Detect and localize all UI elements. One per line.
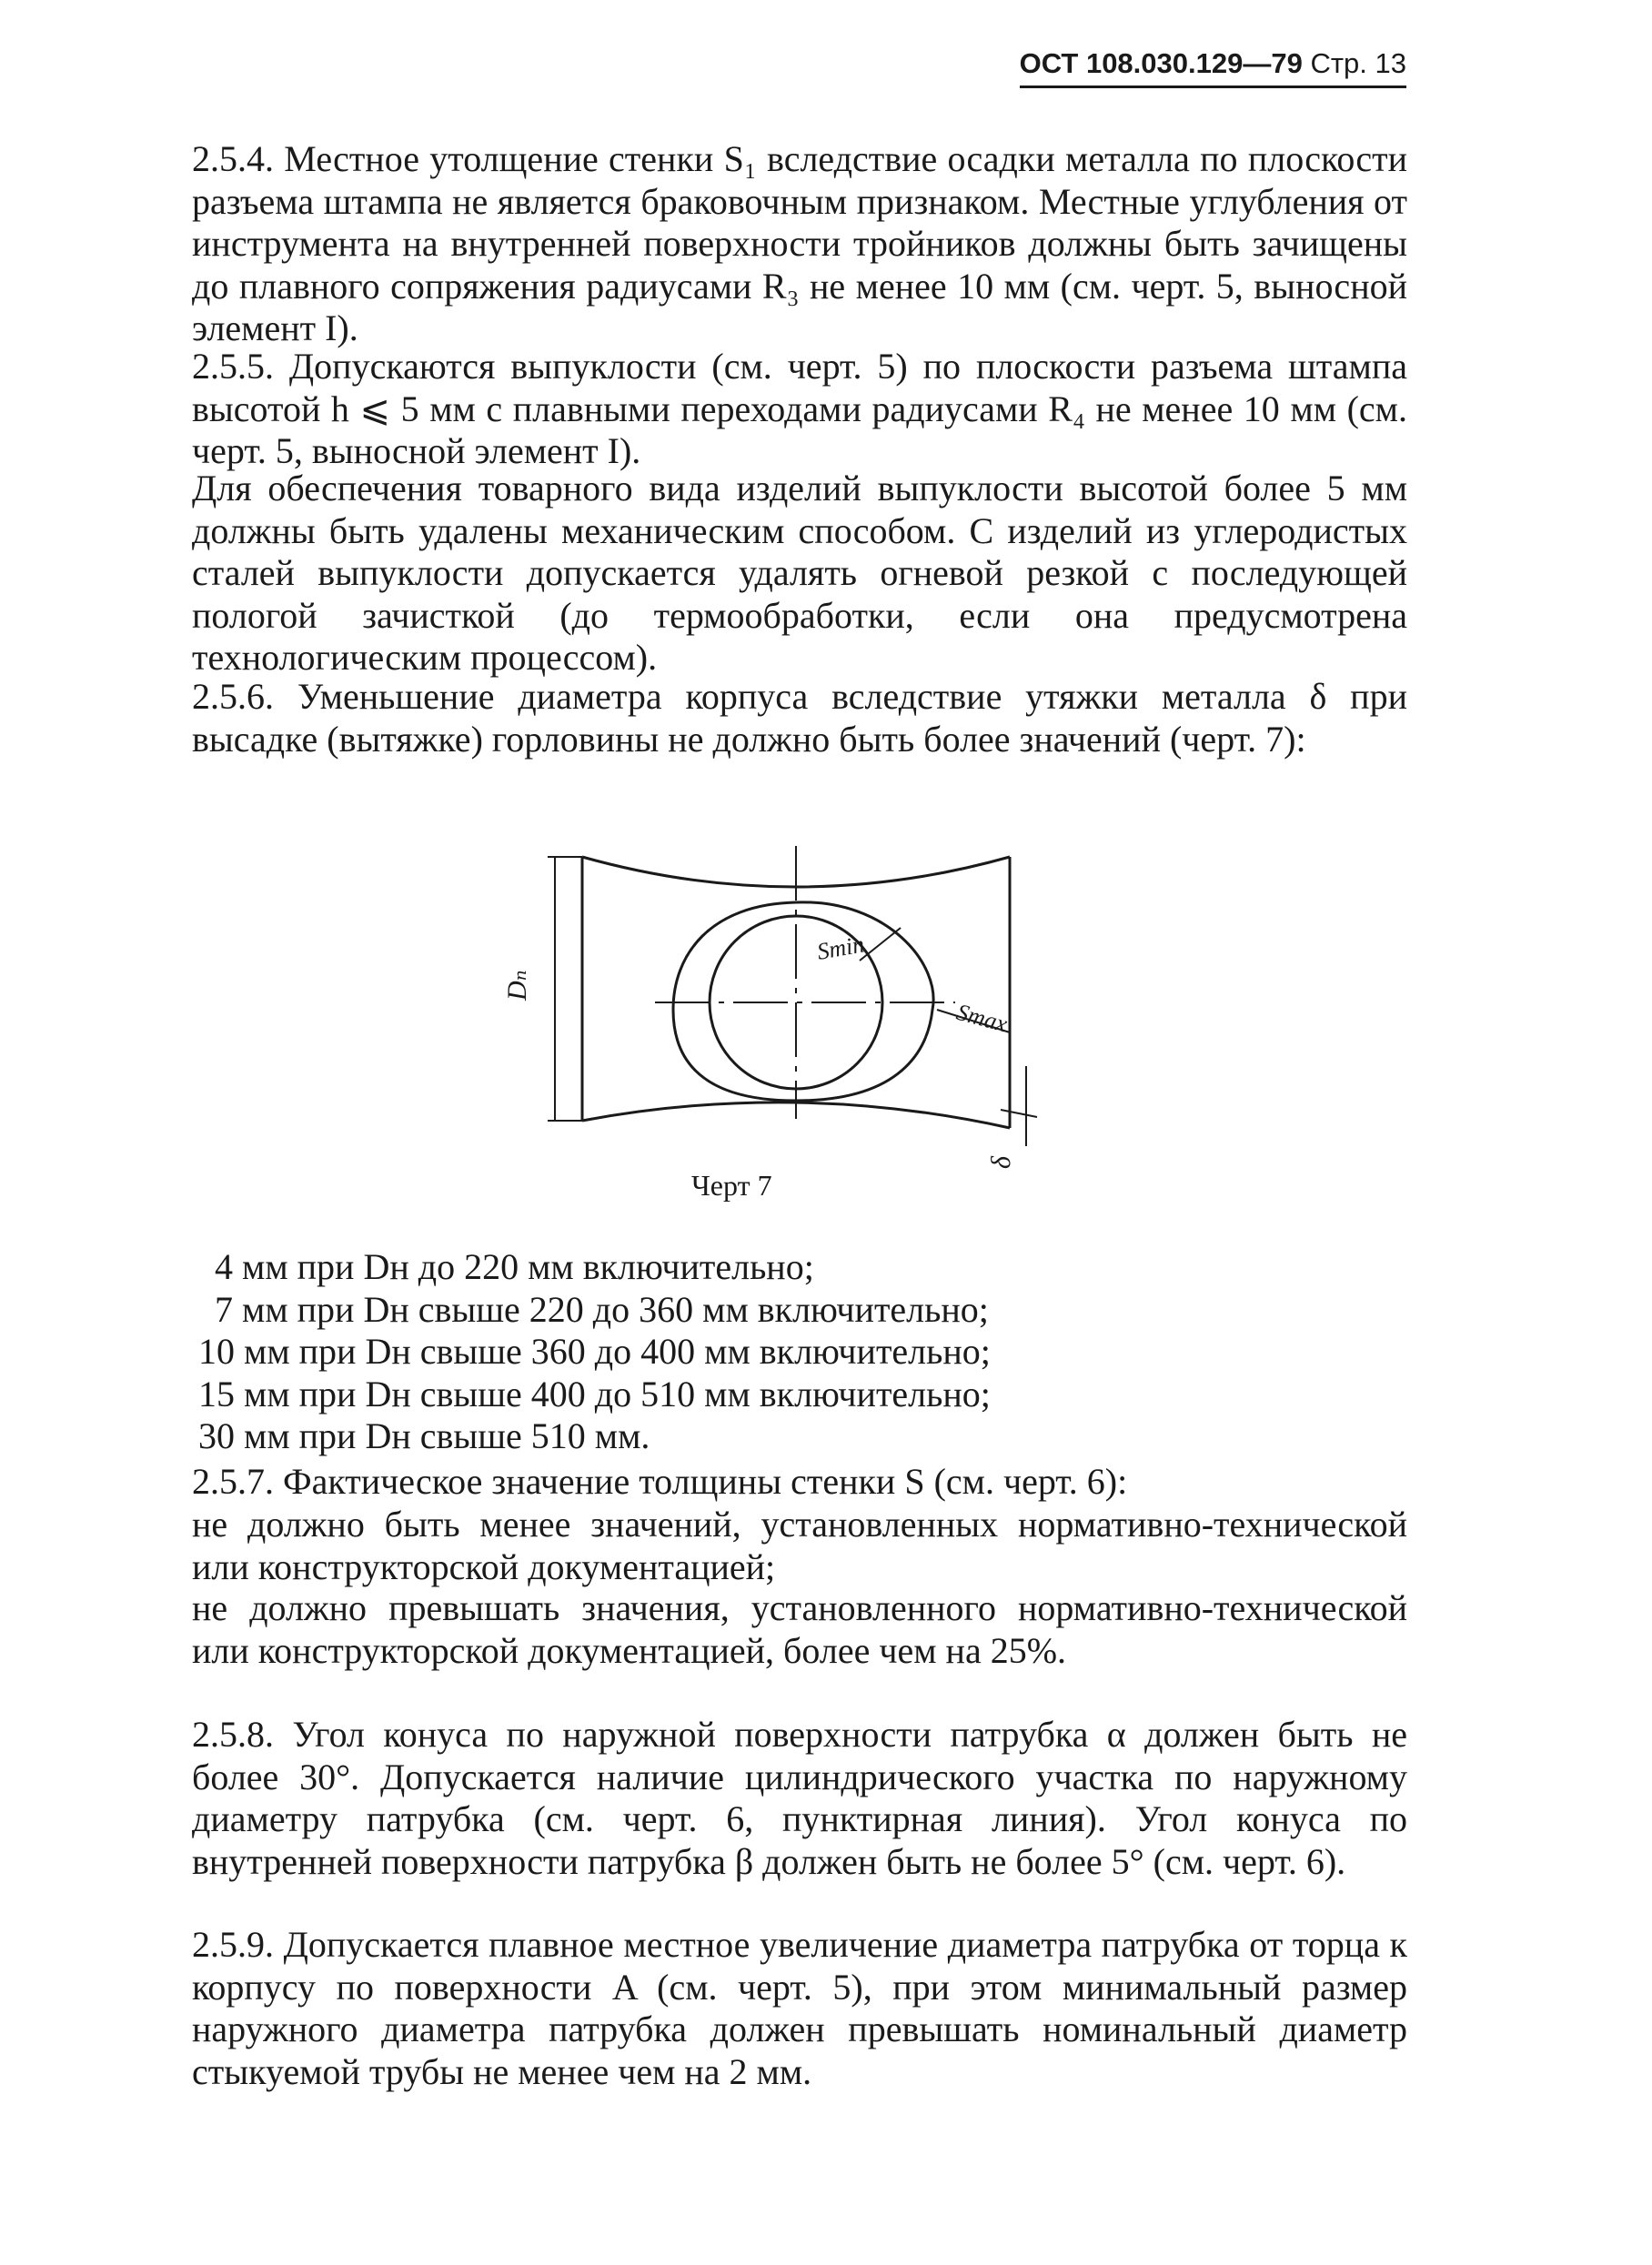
paragraph-2-5-8 — [192, 1714, 1407, 1883]
value-row: 7 мм при Dн свыше 220 до 360 мм включительно; — [215, 1288, 989, 1330]
delta-label: δ — [986, 1156, 1016, 1169]
paragraph-2-5-5 — [192, 346, 1407, 473]
value-row: 4 мм при Dн до 220 мм включительно; — [215, 1246, 814, 1287]
paragraph-2-5-9 — [192, 1924, 1407, 2093]
paragraph-2-5-5-text: 2.5.5. Допускаются выпуклости (см. черт. 5) по плоскости разъема штампа высотой h ⩽ 5 мм с плавными переходами радиусами R₄ не менее 10 мм (см. черт. 5, выносной элемент I). — [192, 346, 1407, 471]
document-code: ОСТ 108.030.129—79 — [1019, 47, 1303, 79]
paragraph-2-5-7-b — [192, 1587, 1407, 1672]
smax-label: Smax — [953, 998, 1011, 1038]
paragraph-2-5-5-continued — [192, 468, 1407, 680]
dn-label: Dₙ — [502, 970, 532, 1001]
drawing-7 — [502, 828, 1037, 1173]
paragraph-2-5-5b-text: Для обеспечения товарного вида изделий выпуклости высотой более 5 мм должны быть удалены механическим способом. С изделий из углеродистых сталей выпуклости допускается удалять огневой резкой с последующей пологой зачисткой (до термообработки, если она предусмотрена технологическим процессом). — [192, 468, 1407, 678]
paragraph-2-5-7b-text: не должно превышать значения, установленного нормативно-технической или конструкторской документацией, более чем на 25%. — [192, 1587, 1407, 1671]
paragraph-2-5-4 — [192, 138, 1407, 350]
paragraph-2-5-7a-text: не должно быть менее значений, установленных нормативно-технической или конструкторской документацией; — [192, 1504, 1407, 1587]
page-header — [1020, 47, 1406, 88]
value-row: 10 мм при Dн свыше 360 до 400 мм включительно; — [198, 1331, 991, 1372]
paragraph-2-5-8-text: 2.5.8. Угол конуса по наружной поверхности патрубка α должен быть не более 30°. Допускается наличие цилиндрического участка по наружному диаметру патрубка (см. черт. 6, пунктирная линия). Угол конуса по внутренней поверхности патрубка β должен быть не более 5° (см. черт. 6). — [192, 1714, 1407, 1882]
paragraph-2-5-6-text: 2.5.6. Уменьшение диаметра корпуса вследствие утяжки металла δ при высадке (вытяжке) горловины не должно быть более значений (черт. 7): — [192, 676, 1407, 760]
figure-caption: Черт 7 — [691, 1169, 772, 1202]
diameter-values-list — [198, 1246, 1381, 1458]
paragraph-2-5-6 — [192, 676, 1407, 760]
paragraph-2-5-7 — [192, 1461, 1407, 1504]
paragraph-2-5-4-text: 2.5.4. Местное утолщение стенки S₁ вследствие осадки металла по плоскости разъема штампа не является браковочным признаком. Местные углубления от инструмента на внутренней поверхности тройников должны быть зачищены до плавного сопряжения радиусами R₃ не менее 10 мм (см. черт. 5, выносной элемент I). — [192, 138, 1407, 348]
smin-label: Smin — [815, 931, 867, 965]
paragraph-2-5-9-text: 2.5.9. Допускается плавное местное увеличение диаметра патрубка от торца к корпусу по поверхности A (см. черт. 5), при этом минимальный размер наружного диаметра патрубка должен превышать номинальный диаметр стыкуемой трубы не менее чем на 2 мм. — [192, 1924, 1407, 2092]
paragraph-2-5-7-a — [192, 1504, 1407, 1588]
value-row: 30 мм при Dн свыше 510 мм. — [198, 1415, 650, 1456]
paragraph-2-5-7-text: 2.5.7. Фактическое значение толщины стенки S (см. черт. 6): — [192, 1461, 1128, 1502]
page-number: Стр. 13 — [1310, 47, 1406, 79]
value-row: 15 мм при Dн свыше 400 до 510 мм включительно; — [198, 1373, 991, 1414]
